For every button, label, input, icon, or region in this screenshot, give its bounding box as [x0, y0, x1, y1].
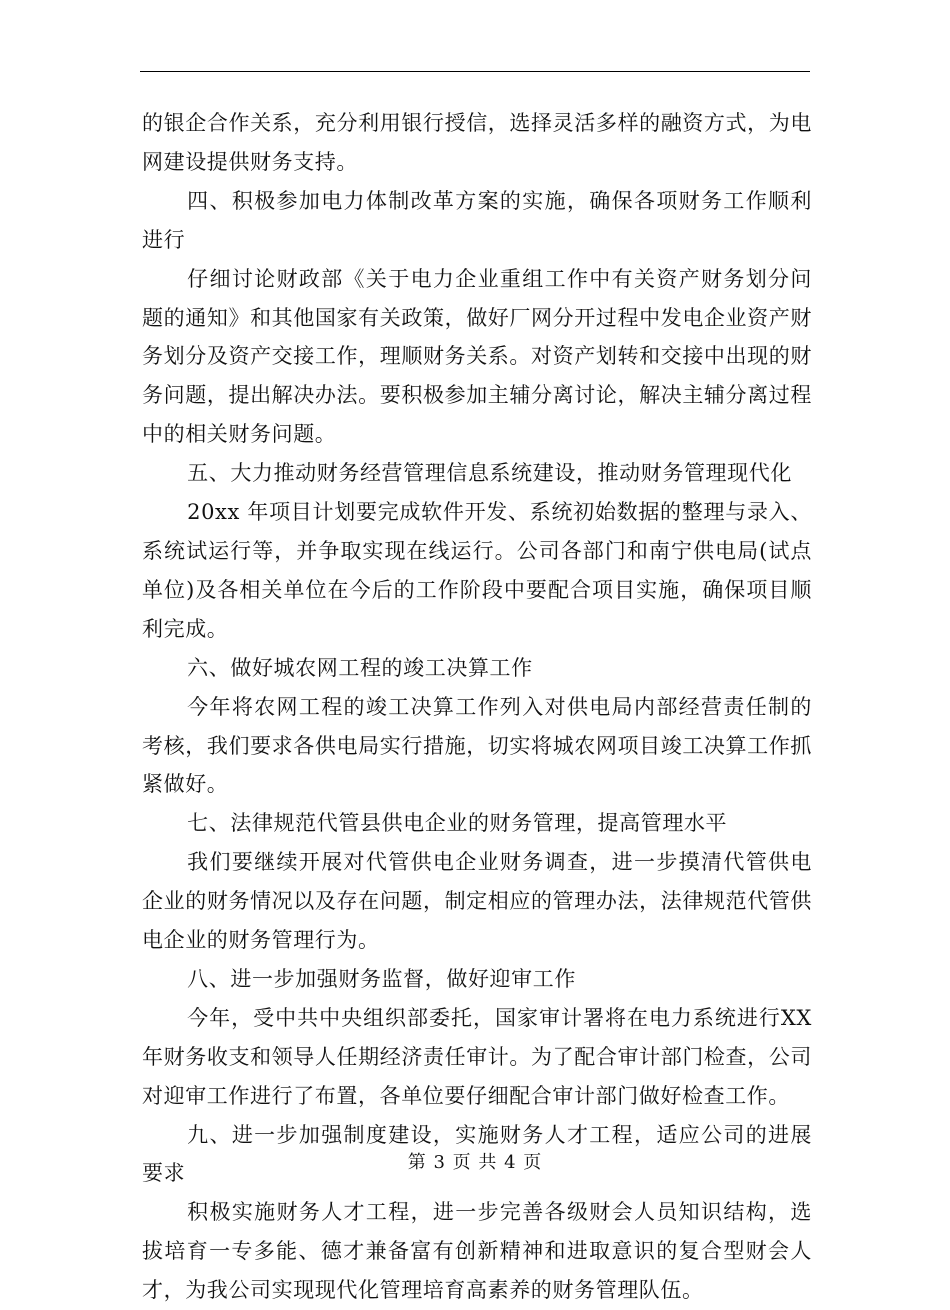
paragraph: 今年将农网工程的竣工决算工作列入对供电局内部经营责任制的考核，我们要求各供电局实行措施，切实将城农网项目竣工决算工作抓紧做好。	[142, 694, 812, 797]
section-heading: 六、做好城农网工程的竣工决算工作	[187, 655, 533, 680]
paragraph: 积极实施财务人才工程，进一步完善各级财会人员知识结构，选拔培育一专多能、德才兼备富有创新精神和进取意识的复合型财会人才，为我公司实现现代化管理培育高素养的财务管理队伍。	[142, 1200, 812, 1303]
section-heading: 四、积极参加电力体制改革方案的实施，确保各项财务工作顺利进行	[142, 188, 812, 252]
header-rule	[140, 71, 810, 72]
section-heading: 八、进一步加强财务监督，做好迎审工作	[187, 966, 576, 991]
section-heading: 九、进一步加强制度建设，实施财务人才工程，适应公司的进展要求	[142, 1122, 812, 1186]
paragraph: 的银企合作关系，充分利用银行授信，选择灵活多样的融资方式，为电网建设提供财务支持。	[142, 111, 812, 174]
section-heading: 七、法律规范代管县供电企业的财务管理，提高管理水平	[187, 811, 728, 836]
paragraph: 我们要继续开展对代管供电企业财务调查，进一步摸清代管供电企业的财务情况以及存在问题，制定相应的管理办法，法律规范代管供电企业的财务管理行为。	[142, 850, 812, 953]
page-number-footer: 第 3 页 共 4 页	[407, 1152, 543, 1173]
paragraph: 20xx 年项目计划要完成软件开发、系统初始数据的整理与录入、系统试运行等，并争取实现在线运行。公司各部门和南宁供电局(试点单位)及各相关单位在今后的工作阶段中要配合项目实施，确保项目顺利完成。	[142, 500, 812, 641]
paragraph: 仔细讨论财政部《关于电力企业重组工作中有关资产财务划分问题的通知》和其他国家有关政策，做好厂网分开过程中发电企业资产财务划分及资产交接工作，理顺财务关系。对资产划转和交接中出现的财务问题，提出解决办法。要积极参加主辅分离讨论，解决主辅分离过程中的相关财务问题。	[142, 266, 812, 447]
document-body	[142, 104, 812, 1310]
section-heading: 五、大力推动财务经营管理信息系统建设，推动财务管理现代化	[187, 461, 792, 486]
paragraph: 今年，受中共中央组织部委托，国家审计署将在电力系统进行XX年财务收支和领导人任期经济责任审计。为了配合审计部门检查，公司对迎审工作进行了布置，各单位要仔细配合审计部门做好检查工作。	[142, 1005, 812, 1108]
